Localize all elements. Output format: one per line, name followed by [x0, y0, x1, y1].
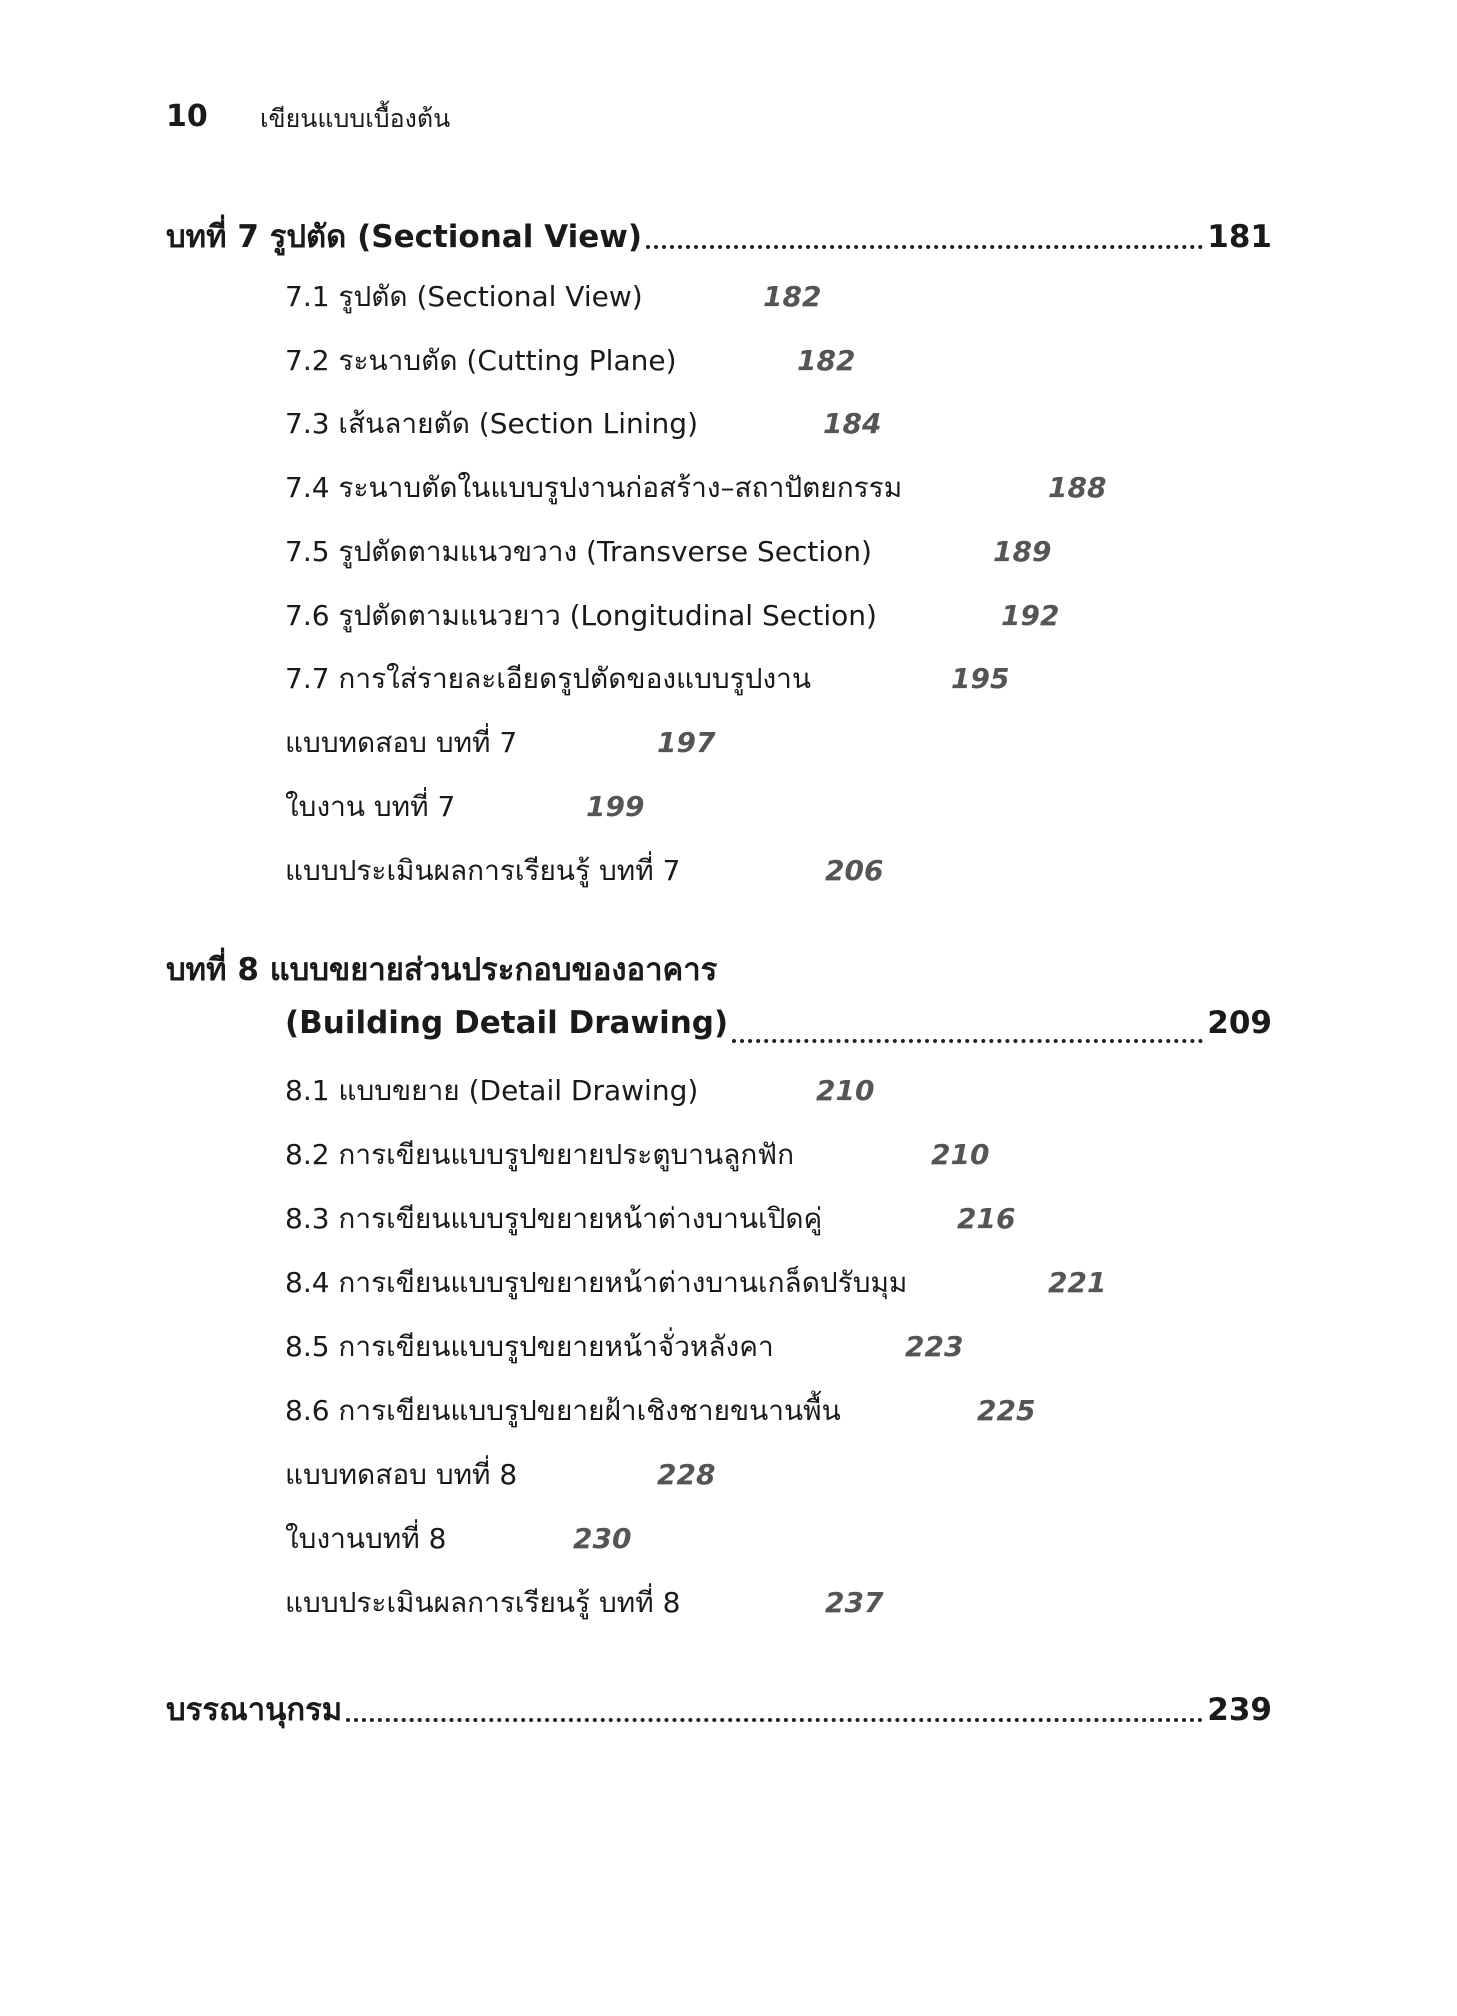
entry-title: 8.4 การเขียนแบบรูปขยายหน้าต่างบานเกล็ดปรับมุม	[285, 1266, 908, 1299]
entry-title: ใบงาน บทที่ 7	[285, 790, 456, 823]
entry-page: 182	[763, 280, 822, 313]
entry-title: แบบประเมินผลการเรียนรู้ บทที่ 7	[285, 854, 681, 887]
entry-title: แบบทดสอบ บทที่ 7	[285, 726, 518, 759]
entry-page: 199	[586, 790, 645, 823]
chapter-title: บทที่ 7 รูปตัด (Sectional View)	[166, 219, 643, 255]
entry-page: 223	[905, 1330, 964, 1363]
chapter-page: 181	[1207, 219, 1272, 255]
entry-page: 216	[957, 1202, 1016, 1235]
entry-page: 189	[993, 535, 1052, 568]
entry-title: 7.5 รูปตัดตามแนวขวาง (Transverse Section)	[285, 535, 872, 568]
bibliography-page: 239	[1207, 1692, 1272, 1728]
entry-title: แบบประเมินผลการเรียนรู้ บทที่ 8	[285, 1586, 681, 1619]
entry-title: 8.3 การเขียนแบบรูปขยายหน้าต่างบานเปิดคู่	[285, 1202, 823, 1235]
entry-page: 237	[825, 1586, 884, 1619]
entry-page: 228	[657, 1458, 716, 1491]
chapter-title: (Building Detail Drawing)	[285, 1005, 729, 1041]
entry-page: 184	[823, 407, 882, 440]
entry-title: 8.2 การเขียนแบบรูปขยายประตูบานลูกฟัก	[285, 1138, 795, 1171]
chapter-page: 209	[1207, 1005, 1272, 1041]
entry-page: 210	[816, 1074, 875, 1107]
dot-leader	[732, 1039, 1203, 1043]
entry-page: 206	[825, 854, 884, 887]
entry-page: 197	[657, 726, 716, 759]
entry-page: 221	[1048, 1266, 1107, 1299]
entry-title: 7.6 รูปตัดตามแนวยาว (Longitudinal Section)	[285, 599, 877, 632]
chapter-8-title-line1[interactable]: บทที่ 8 แบบขยายส่วนประกอบของอาคาร	[166, 952, 718, 988]
entry-title: 8.5 การเขียนแบบรูปขยายหน้าจั่วหลังคา	[285, 1330, 774, 1363]
entry-title: 8.1 แบบขยาย (Detail Drawing)	[285, 1074, 699, 1107]
entry-page: 225	[977, 1394, 1036, 1427]
page-number: 10	[166, 99, 208, 134]
bibliography-title: บรรณานุกรม	[166, 1692, 343, 1728]
entry-title: 8.6 การเขียนแบบรูปขยายฝ้าเชิงชายขนานพื้น	[285, 1394, 841, 1427]
bibliography-heading[interactable]	[166, 1684, 1272, 1734]
entry-page: 182	[797, 344, 856, 377]
entry-page: 230	[573, 1522, 632, 1555]
dot-leader	[346, 1718, 1203, 1722]
entry-title: 7.1 รูปตัด (Sectional View)	[285, 280, 643, 313]
entry-page: 192	[1001, 599, 1060, 632]
entry-title: แบบทดสอบ บทที่ 8	[285, 1458, 518, 1491]
entry-title: 7.7 การใส่รายละเอียดรูปตัดของแบบรูปงาน	[285, 662, 811, 695]
entry-title: ใบงานบทที่ 8	[285, 1522, 447, 1555]
entry-title: 7.4 ระนาบตัดในแบบรูปงานก่อสร้าง–สถาปัตยกรรม	[285, 471, 903, 504]
running-title: เขียนแบบเบื้องต้น	[260, 104, 451, 133]
entry-title: 7.2 ระนาบตัด (Cutting Plane)	[285, 344, 677, 377]
entry-page: 210	[931, 1138, 990, 1171]
entry-page: 188	[1048, 471, 1107, 504]
chapter-8-heading[interactable]	[285, 1005, 1272, 1055]
chapter-7-heading[interactable]	[166, 211, 1272, 261]
entry-page: 195	[951, 662, 1010, 695]
dot-leader	[646, 245, 1203, 249]
entry-title: 7.3 เส้นลายตัด (Section Lining)	[285, 407, 698, 440]
